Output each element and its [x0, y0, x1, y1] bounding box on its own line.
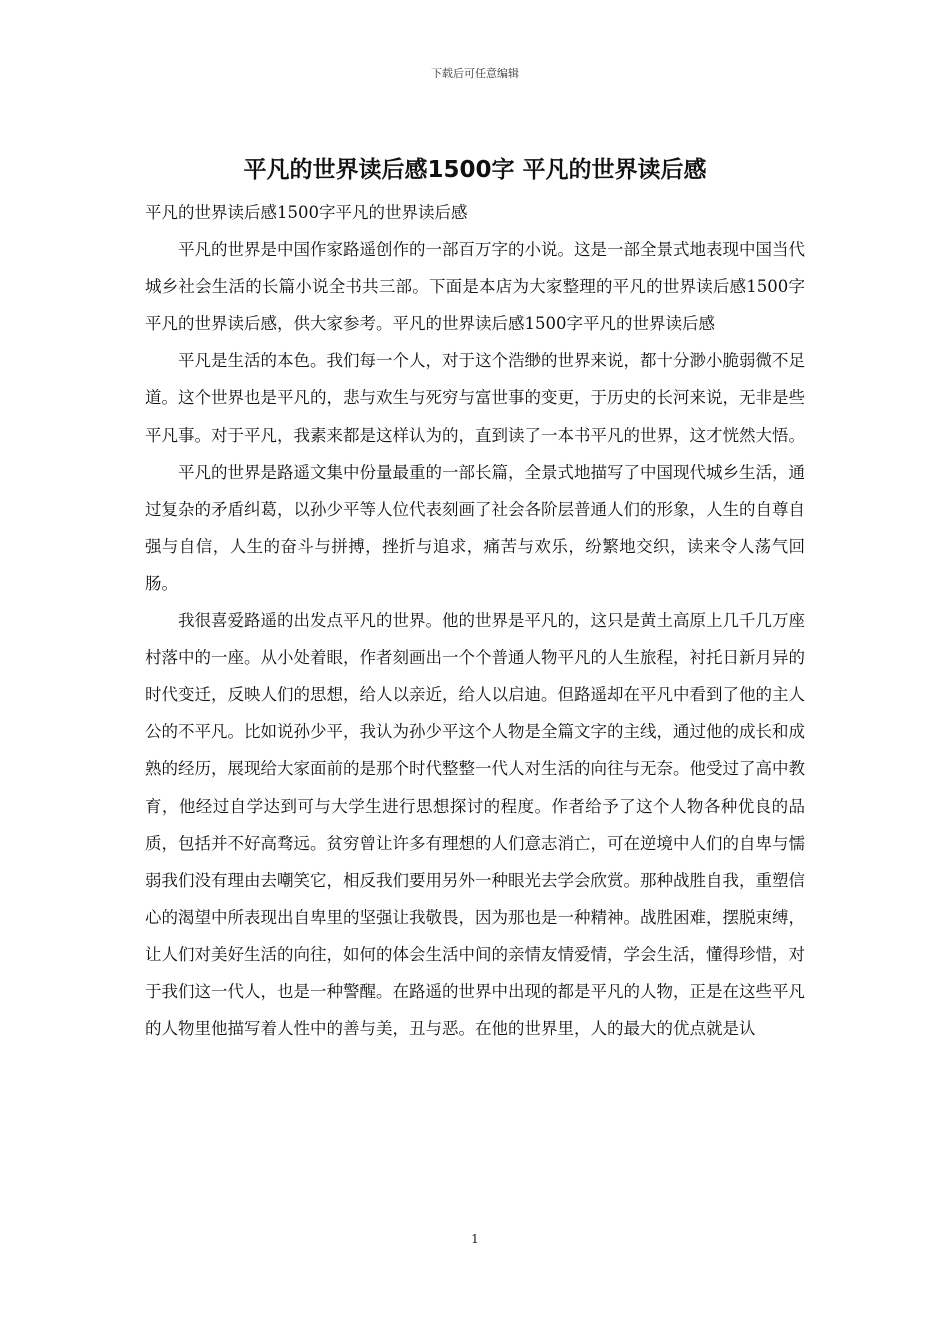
paragraph-1: 平凡的世界是中国作家路遥创作的一部百万字的小说。这是一部全景式地表现中国当代城乡社会生活的长篇小说全书共三部。下面是本店为大家整理的平凡的世界读后感1500字平凡的世界读后感，供大家参考。平凡的世界读后感1500字平凡的世界读后感	[145, 240, 805, 334]
paragraph-4: 我很喜爱路遥的出发点平凡的世界。他的世界是平凡的，这只是黄土高原上几千几万座村落中的一座。从小处着眼，作者刻画出一个个普通人物平凡的人生旅程，衬托日新月异的时代变迁，反映人们的思想，给人以亲近，给人以启迪。但路遥却在平凡中看到了他的主人公的不平凡。比如说孙少平，我认为孙少平这个人物是全篇文字的主线，通过他的成长和成熟的经历，展现给大家面前的是那个时代整整一代人对生活的向往与无奈。他受过了高中教育，他经过自学达到可与大学生进行思想探讨的程度。作者给予了这个人物各种优良的品质，包括并不好高骛远。贫穷曾让许多有理想的人们意志消亡，可在逆境中人们的自卑与懦弱我们没有理由去嘲笑它，相反我们要用另外一种眼光去学会欣赏。那种战胜自我，重塑信心的渴望中所表现出自卑里的坚强让我敬畏，因为那也是一种精神。战胜困难，摆脱束缚，让人们对美好生活的向往，如何的体会生活中间的亲情友情爱情，学会生活，懂得珍惜，对于我们这一代人，也是一种警醒。在路遥的世界中出现的都是平凡的人物，正是在这些平凡的人物里他描写着人性中的善与美，丑与恶。在他的世界里，人的最大的优点就是认	[145, 611, 805, 1039]
paragraph-2: 平凡是生活的本色。我们每一个人，对于这个浩缈的世界来说，都十分渺小脆弱微不足道。这个世界也是平凡的，悲与欢生与死穷与富世事的变更，于历史的长河来说，无非是些平凡事。对于平凡，我素来都是这样认为的，直到读了一本书平凡的世界，这才恍然大悟。	[145, 351, 805, 445]
document-body	[145, 194, 805, 1047]
document-title: 平凡的世界读后感1500字 平凡的世界读后感	[243, 157, 707, 183]
paragraph-3: 平凡的世界是路遥文集中份量最重的一部长篇，全景式地描写了中国现代城乡生活，通过复杂的矛盾纠葛，以孙少平等人位代表刻画了社会各阶层普通人们的形象，人生的自尊自强与自信，人生的奋斗与拼搏，挫折与追求，痛苦与欢乐，纷繁地交织，读来令人荡气回肠。	[145, 462, 805, 593]
header-note: 下载后可任意编辑	[431, 67, 519, 80]
page-number: 1	[471, 1232, 479, 1246]
subtitle-line: 平凡的世界读后感1500字平凡的世界读后感	[145, 203, 468, 222]
